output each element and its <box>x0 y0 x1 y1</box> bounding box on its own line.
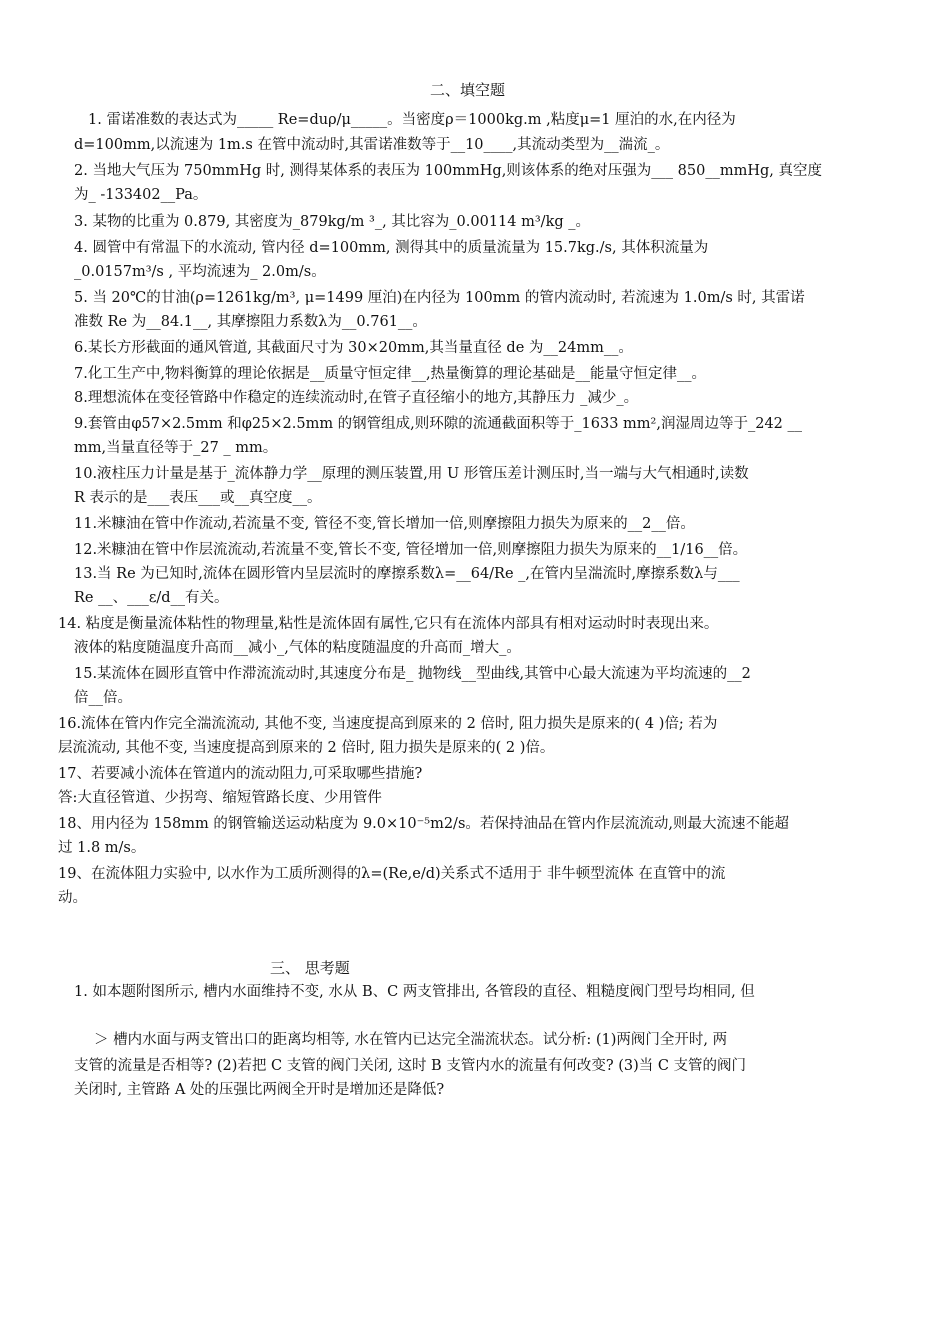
fill-blank-line: R 表示的是___表压___或__真空度__。 <box>74 490 322 506</box>
fill-blank-line: 12.米糠油在管中作层流流动,若流量不变,管长不变, 管径增加一倍,则摩擦阻力损失为原来的__1/16__倍。 <box>74 542 748 558</box>
fill-blank-line: 17、若要减小流体在管道内的流动阻力,可采取哪些措施? <box>58 766 423 782</box>
discussion-line: 支管的流量是否相等? (2)若把 C 支管的阀门关闭, 这时 B 支管内水的流量有何改变? (3)当 C 支管的阀门 <box>74 1058 747 1074</box>
fill-blank-line: 答:大直径管道、少拐弯、缩短管路长度、少用管件 <box>58 790 382 806</box>
fill-blank-line: mm,当量直径等于_27 _ mm。 <box>74 440 278 456</box>
fill-blank-line: 11.米糠油在管中作流动,若流量不变, 管径不变,管长增加一倍,则摩擦阻力损失为原来的__2__倍。 <box>74 516 695 532</box>
fill-blank-line: 倍__倍。 <box>74 690 132 706</box>
fill-blank-line: 3. 某物的比重为 0.879, 其密度为_879kg/m ³_, 其比容为_0.00114 m³/kg _。 <box>74 214 590 230</box>
fill-blank-line: 准数 Re 为__84.1__, 其摩擦阻力系数λ为__0.761__。 <box>74 314 427 330</box>
fill-blank-line: 过 1.8 m/s。 <box>58 840 146 856</box>
fill-blank-line: _0.0157m³/s , 平均流速为_ 2.0m/s。 <box>74 264 326 280</box>
discussion-line: 1. 如本题附图所示, 槽内水面维持不变, 水从 B、C 两支管排出, 各管段的直径、粗糙度阀门型号均相同, 但 <box>74 984 755 1000</box>
fill-blank-line: 15.某流体在圆形直管中作滞流流动时,其速度分布是_ 抛物线__型曲线,其管中心最大流速为平均流速的__2 <box>74 666 751 682</box>
fill-blank-line: 液体的粘度随温度升高而__减小_,气体的粘度随温度的升高而_增大_。 <box>74 640 521 656</box>
fill-blank-line: Re __、___ε/d__有关。 <box>74 590 229 606</box>
fill-blank-line: 9.套管由φ57×2.5mm 和φ25×2.5mm 的钢管组成,则环隙的流通截面积等于_1633 mm²,润湿周边等于_242 __ <box>74 416 802 432</box>
fill-blank-line: 6.某长方形截面的通风管道, 其截面尺寸为 30×20mm,其当量直径 de 为__24mm__。 <box>74 340 633 356</box>
fill-blank-line: 层流流动, 其他不变, 当速度提高到原来的 2 倍时, 阻力损失是原来的( 2 )倍。 <box>58 740 555 756</box>
fill-blank-line: 18、用内径为 158mm 的钢管输送运动粘度为 9.0×10⁻⁵m2/s。若保持油品在管内作层流流动,则最大流速不能超 <box>58 816 789 832</box>
fill-blank-line: 2. 当地大气压为 750mmHg 时, 测得某体系的表压为 100mmHg,则该体系的绝对压强为___ 850__mmHg, 真空度 <box>74 163 822 179</box>
fill-blank-line: 5. 当 20℃的甘油(ρ=1261kg/m³, μ=1499 厘泊)在内径为 100mm 的管内流动时, 若流速为 1.0m/s 时, 其雷诺 <box>74 290 805 306</box>
fill-blank-line: 1. 雷诺准数的表达式为_____ Re=duρ/μ_____。当密度ρ＝1000kg.m ,粘度μ=1 厘泊的水,在内径为 <box>88 112 736 128</box>
discussion-line: 关闭时, 主管路 A 处的压强比两阀全开时是增加还是降低? <box>74 1082 445 1098</box>
fill-blank-line: 为_ -133402__Pa。 <box>74 187 208 203</box>
discussion-line: ＞ 槽内水面与两支管出口的距离均相等, 水在管内已达完全湍流状态。试分析: (1)两阀门全开时, 两 <box>94 1032 728 1048</box>
fill-blank-line: 13.当 Re 为已知时,流体在圆形管内呈层流时的摩擦系数λ=__64/Re _,在管内呈湍流时,摩擦系数λ与___ <box>74 566 740 582</box>
fill-blank-line: d=100mm,以流速为 1m.s 在管中流动时,其雷诺准数等于__10____,其流动类型为__湍流_。 <box>74 137 670 153</box>
fill-blank-line: 4. 圆管中有常温下的水流动, 管内径 d=100mm, 测得其中的质量流量为 15.7kg./s, 其体积流量为 <box>74 240 709 256</box>
fill-blank-line: 19、在流体阻力实验中, 以水作为工质所测得的λ=(Re,e/d)关系式不适用于 非牛顿型流体 在直管中的流 <box>58 866 726 882</box>
fill-blank-line: 14. 粘度是衡量流体粘性的物理量,粘性是流体固有属性,它只有在流体内部具有相对运动时时表现出来。 <box>58 616 719 632</box>
fill-blank-line: 16.流体在管内作完全湍流流动, 其他不变, 当速度提高到原来的 2 倍时, 阻力损失是原来的( 4 )倍; 若为 <box>58 716 718 732</box>
section-2-title: 二、填空题 <box>430 81 506 99</box>
fill-blank-line: 8.理想流体在变径管路中作稳定的连续流动时,在管子直径缩小的地方,其静压力 _减少_。 <box>74 390 639 406</box>
fill-blank-line: 10.液柱压力计量是基于_流体静力学__原理的测压装置,用 U 形管压差计测压时,当一端与大气相通时,读数 <box>74 466 749 482</box>
fill-blank-line: 7.化工生产中,物料衡算的理论依据是__质量守恒定律__,热量衡算的理论基础是__能量守恒定律__。 <box>74 366 707 382</box>
section-3-title: 三、 思考题 <box>270 959 350 977</box>
fill-blank-line: 动。 <box>58 890 87 906</box>
